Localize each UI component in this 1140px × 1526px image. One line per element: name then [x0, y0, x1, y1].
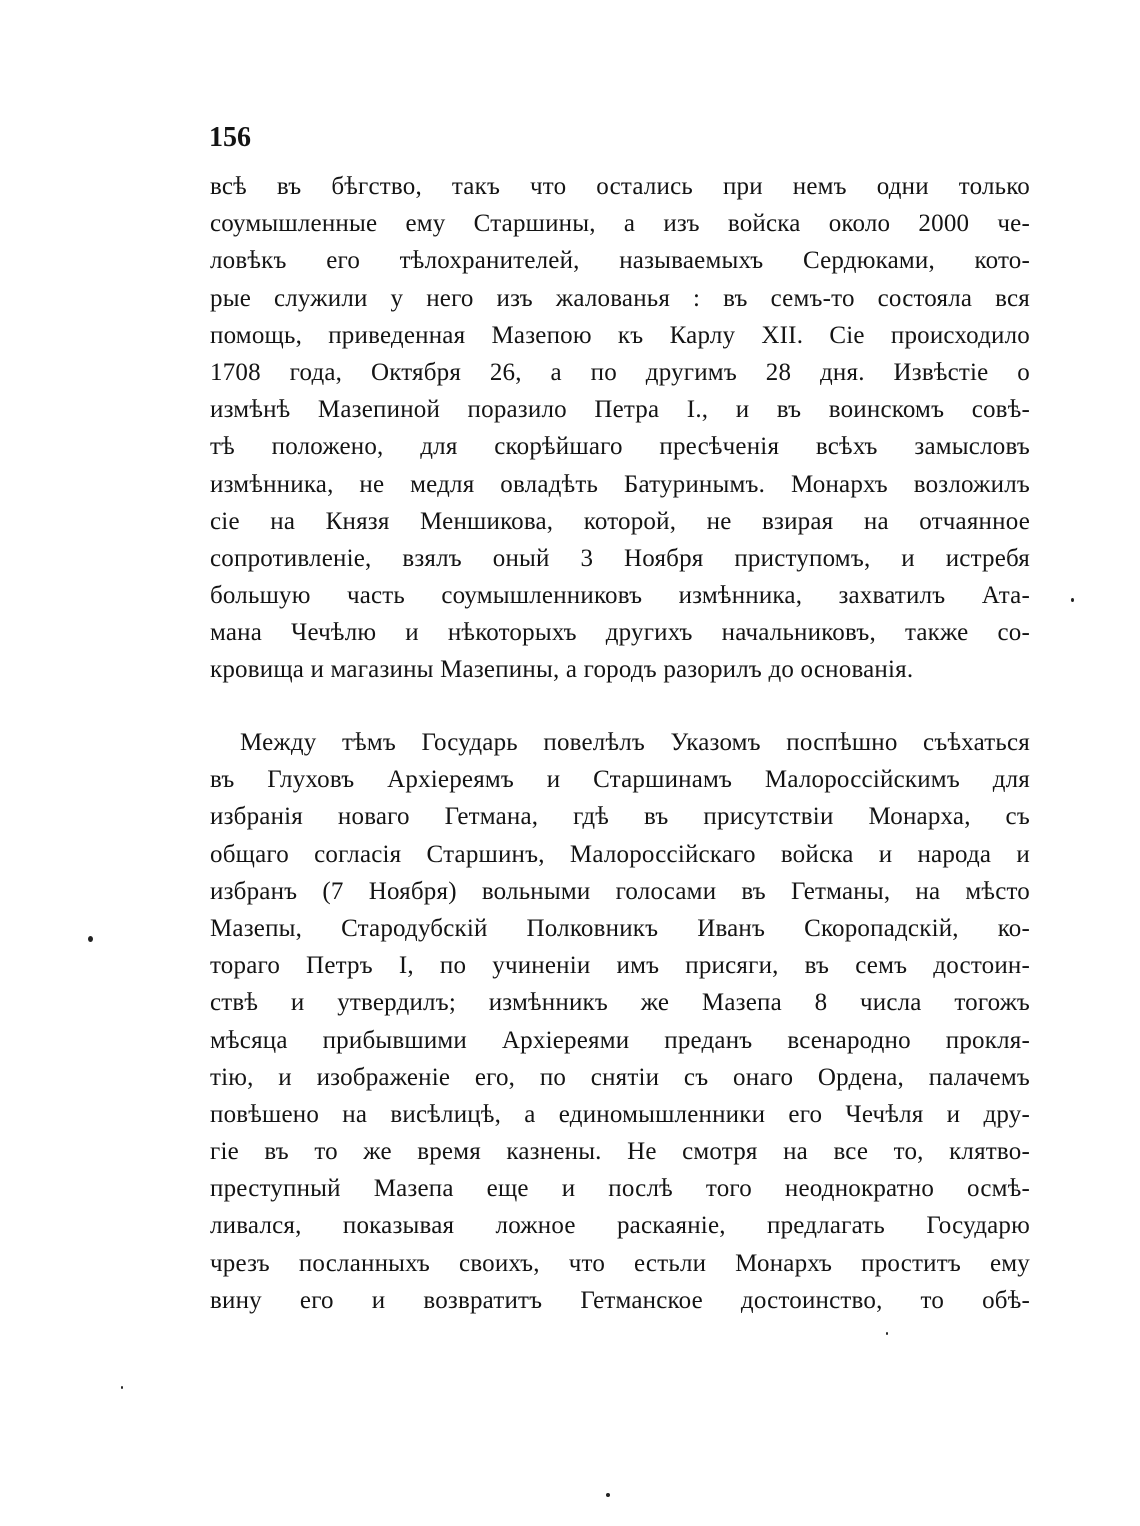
scan-speck: [121, 1386, 123, 1389]
text-line: повѣшено на висѣлицѣ, а единомышленники его Чечѣля и дру-: [210, 1100, 1030, 1128]
text-line: Между тѣмъ Государь повелѣлъ Указомъ поспѣшно съѣхаться: [240, 729, 1030, 756]
text-line: измѣнника, не медля овладѣть Батуринымъ. Монархъ возложилъ: [210, 470, 1030, 498]
text-line: тораго Петръ I, по учиненіи имъ присяги, въ семъ достоин-: [210, 952, 1030, 980]
text-line: измѣнѣ Мазепиной поразило Петра I., и въ воинскомъ совѣ-: [210, 396, 1030, 424]
text-line: преступный Мазепа еще и послѣ того неоднократно осмѣ-: [210, 1175, 1030, 1203]
text-line: сіе на Князя Меншикова, которой, не взирая на отчаянное: [210, 507, 1030, 535]
text-line: Мазепы, Стародубскій Полковникъ Иванъ Скоропадскій, ко-: [210, 914, 1030, 942]
text-line: соумышленные ему Старшины, а изъ войска около 2000 че-: [210, 210, 1030, 238]
text-line: общаго согласія Старшинъ, Малороссійскаго войска и народа и: [210, 840, 1030, 868]
paragraph-2: [210, 724, 1030, 1319]
scan-speck: [606, 1493, 610, 1497]
page-number: 156: [209, 122, 251, 153]
scan-speck: [88, 936, 93, 942]
text-line: избранія новаго Гетмана, гдѣ въ присутствіи Монарха, съ: [210, 803, 1030, 831]
scan-speck: [1071, 598, 1074, 602]
paragraph-1: [210, 168, 1030, 689]
text-line: вину его и возвратитъ Гетманское достоинство, то обѣ-: [210, 1286, 1030, 1314]
text-line: мана Чечѣлю и нѣкоторыхъ другихъ начальниковъ, также со-: [210, 619, 1030, 647]
text-line: помощь, приведенная Мазепою къ Карлу XII. Сіе происходило: [210, 321, 1030, 349]
text-line: рые служили у него изъ жалованья : въ семъ-то состояла вся: [210, 284, 1030, 312]
text-line: въ Глуховъ Архіереямъ и Старшинамъ Малороссійскимъ для: [210, 766, 1030, 794]
text-line: ствѣ и утвердилъ; измѣнникъ же Мазепа 8 числа тогожъ: [210, 989, 1030, 1017]
text-line: чрезъ посланныхъ своихъ, что естьли Монархъ проститъ ему: [210, 1249, 1030, 1277]
text-line: всѣ въ бѣгство, такъ что остались при немъ одни только: [210, 173, 1030, 200]
text-line: мѣсяца прибывшими Архіереями преданъ всенародно прокля-: [210, 1026, 1030, 1054]
text-line: ливался, показывая ложное раскаяніе, предлагать Государю: [210, 1212, 1030, 1240]
text-line: кровища и магазины Мазепины, а городъ разорилъ до основанія.: [210, 656, 914, 684]
text-line: ловѣкъ его тѣлохранителей, называемыхъ Сердюками, кото-: [210, 247, 1030, 275]
text-line: избранъ (7 Ноября) вольными голосами въ Гетманы, на мѣсто: [210, 877, 1030, 905]
scan-speck: [886, 1332, 888, 1335]
text-line: гіе въ то же время казнены. Не смотря на все то, клятво-: [210, 1138, 1030, 1166]
text-line: тѣ положено, для скорѣйшаго пресѣченія всѣхъ замысловъ: [210, 433, 1030, 461]
text-line: большую часть соумышленниковъ измѣнника, захватилъ Ата-: [210, 582, 1030, 610]
text-line: тію, и изображеніе его, по снятіи съ онаго Ордена, палачемъ: [210, 1063, 1030, 1091]
text-line: сопротивленіе, взялъ оный 3 Ноября приступомъ, и истребя: [210, 544, 1030, 572]
text-line: 1708 года, Октября 26, а по другимъ 28 дня. Извѣстіе о: [210, 358, 1030, 386]
